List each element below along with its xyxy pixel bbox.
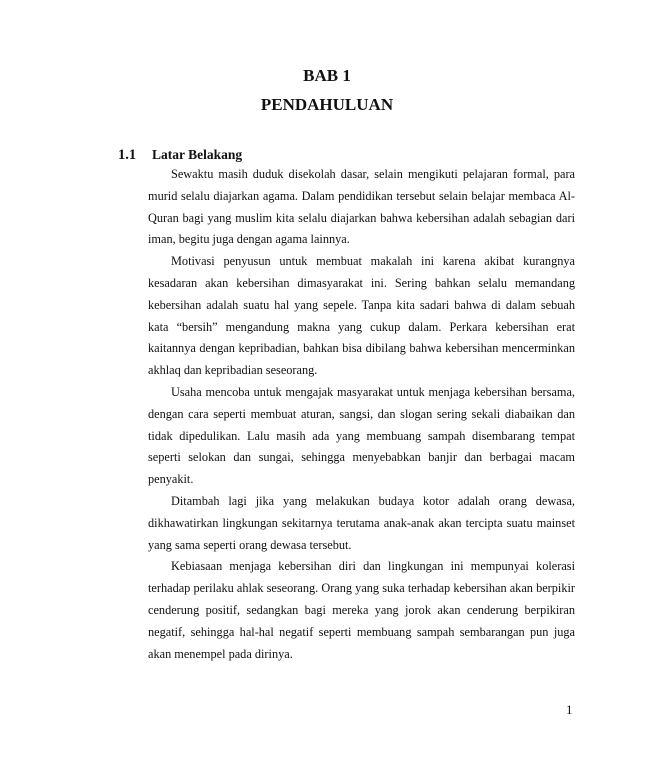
section-title: Latar Belakang — [152, 147, 243, 162]
paragraph: Usaha mencoba untuk mengajak masyarakat untuk menjaga kebersihan bersama, dengan cara seperti membuat aturan, sangsi, dan slogan sering sekali diabaikan dan tidak dipedulikan. Lalu masih ada yang membuang sampah disembarang tempat seperti selokan dan sungai, sehingga menyebabkan banjir dan berbagai macam penyakit. — [148, 384, 575, 487]
paragraph: Kebiasaan menjaga kebersihan diri dan lingkungan ini mempunyai kolerasi terhadap perilaku ahlak seseorang. Orang yang suka terhadap kebersihan akan berpikir cenderung positif, sedangkan bagi mereka yang jorok akan cenderung berpikiran negatif, sehingga hal-hal negatif seperti membuang sampah sembarangan pun juga akan menempel pada dirinya. — [148, 559, 575, 661]
section-heading — [118, 146, 242, 164]
chapter-label: BAB 1 — [303, 66, 351, 85]
paragraph: Sewaktu masih duduk disekolah dasar, selain mengikuti pelajaran formal, para murid selalu diajarkan agama. Dalam pendidikan tersebut selain belajar membaca Al-Quran bagi yang muslim kita selalu diajarkan bahwa kebersihan adalah sebagian dari iman, begitu juga dengan agama lainnya. — [148, 167, 575, 247]
chapter-title: PENDAHULUAN — [260, 95, 394, 114]
paragraph: Ditambah lagi jika yang melakukan budaya kotor adalah orang dewasa, dikhawatirkan lingkungan sekitarnya terutama anak-anak akan tercipta suatu mainset yang sama seperti orang dewasa tersebut. — [148, 493, 575, 552]
section-number: 1.1 — [118, 147, 137, 163]
body-text — [148, 164, 575, 665]
page-number: 1 — [566, 702, 573, 717]
paragraph: Motivasi penyusun untuk membuat makalah ini karena akibat kurangnya kesadaran akan kebersihan dimasyarakat ini. Sering bahkan selalu memandang kebersihan adalah suatu hal yang sepele. Tanpa kita sadari bahwa di dalam sebuah kata “bersih” mengandung makna yang cukup dalam. Perkara kebersihan erat kaitannya dengan kepribadian, bahkan bisa dibilang bahwa kebersihan mencerminkan akhlaq dan kepribadian seseorang. — [148, 254, 575, 378]
